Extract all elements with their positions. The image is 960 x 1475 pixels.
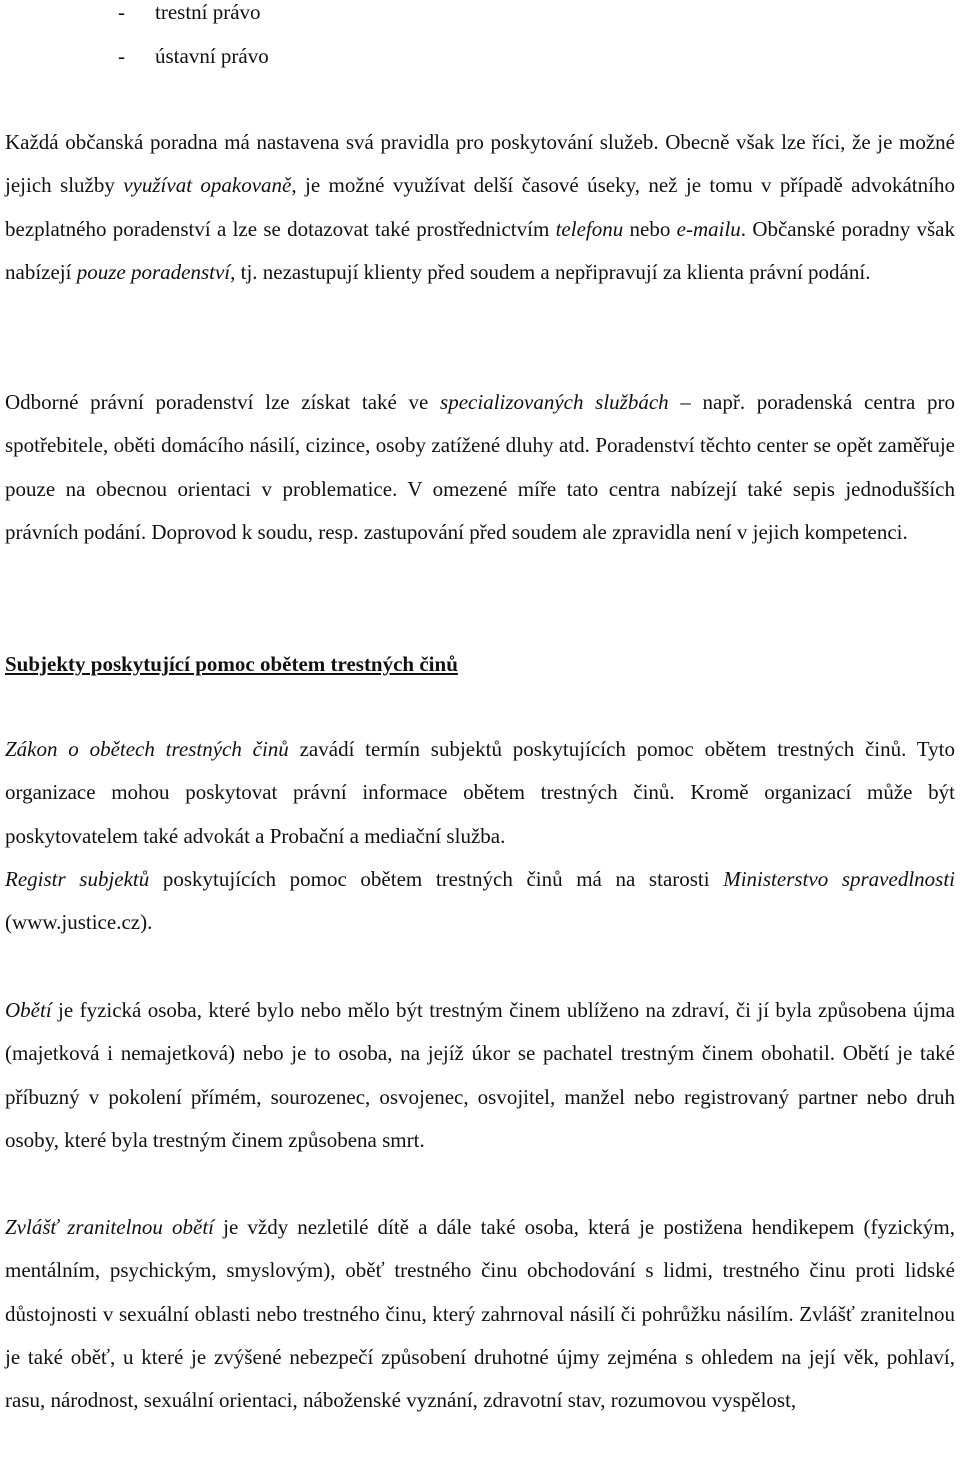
- paragraph-victim-definition: [5, 989, 955, 1162]
- paragraph-victims-act: [5, 728, 955, 858]
- text-run: – např. poradenská centra pro spotřebitele, oběti domácího násilí, cizince, osoby zatížené dluhy atd. Poradenství těchto center se opět zaměřuje pouze na obecnou orientaci v problematice. V omezené míře tato centra nabízejí také sepis jednodušších právních podání. Doprovod k soudu, resp. zastupování před soudem ale zpravidla není v jejich kompetenci.: [5, 390, 955, 544]
- text-run: (www.justice.cz).: [5, 910, 153, 935]
- text-run: , tj. nezastupují klienty před soudem a nepřipravují za klienta právní podání.: [230, 259, 871, 284]
- paragraph-vulnerable-victim: [5, 1206, 955, 1422]
- text-run: zavádí termín subjektů poskytujících pomoc obětem trestných činů. Tyto organizace mohou poskytovat právní informace obětem trestných činů. Kromě organizací může být poskytovatelem také advokát a Probační a mediační služba.: [5, 737, 956, 848]
- list-item-text: trestní právo: [155, 0, 261, 24]
- italic-run: specializovaných službách: [440, 390, 669, 414]
- text-run: , je možné využívat delší časové úseky, než je tomu v případě advokátního bezplatného poradenství a lze se dotazovat také prostřednictvím: [5, 173, 955, 241]
- italic-run: Zákon o obětech trestných činů: [5, 737, 289, 761]
- text-run: . Občanské poradny však nabízejí: [5, 216, 955, 284]
- italic-run: Zvlášť zranitelnou obětí: [5, 1215, 215, 1239]
- text-run: Každá občanská poradna má nastavena svá pravidla pro poskytování služeb. Obecně však lze říci, že je možné jejich služby: [5, 130, 955, 198]
- list-bullet: -: [118, 0, 125, 24]
- text-run: nebo: [623, 216, 677, 241]
- list-bullet: -: [118, 44, 125, 68]
- italic-run: využívat opakovaně: [123, 173, 292, 198]
- list-item: [118, 41, 269, 71]
- paragraph-civic-advice: [5, 121, 955, 294]
- italic-run: Ministerstvo spravedlnosti: [723, 867, 955, 891]
- text-run: poskytujících pomoc obětem trestných činů má na starosti: [149, 867, 724, 891]
- italic-run: telefonu: [555, 216, 624, 241]
- text-run: je vždy nezletilé dítě a dále také osoba, která je postižena hendikepem (fyzickým, mentálním, psychickým, smyslovým), oběť trestného činu obchodování s lidmi, trestného činu proti lidské důstojnosti v sexuální oblasti nebo trestného činu, který zahrnoval násilí či pohrůžku násilím. Zvlášť zranitelnou je také oběť, u které je zvýšené nebezpečí způsobení druhotné újmy zejména s ohledem na její věk, pohlaví, rasu, národnost, sexuální orientaci, náboženské vyznání, zdravotní stav, rozumovou vyspělost,: [5, 1215, 955, 1413]
- section-heading: Subjekty poskytující pomoc obětem trestných činů: [5, 652, 458, 676]
- paragraph-specialized-services: [5, 381, 955, 554]
- italic-run: e-mailu: [676, 216, 741, 241]
- paragraph-registry: [5, 858, 955, 945]
- italic-run: Obětí: [5, 998, 52, 1022]
- list-item: [118, 0, 261, 27]
- list-item-text: ústavní právo: [155, 44, 269, 68]
- text-run: je fyzická osoba, které bylo nebo mělo být trestným činem ublíženo na zdraví, či jí byla způsobena újma (majetková i nemajetková) nebo je to osoba, na jejíž úkor se pachatel trestným činem obohatil. Obětí je také příbuzný v pokolení přímém, sourozenec, osvojenec, osvojitel, manžel nebo registrovaný partner nebo druh osoby, které byla trestným činem způsobena smrt.: [5, 998, 955, 1152]
- italic-run: Registr subjektů: [5, 867, 150, 891]
- italic-run: pouze poradenství: [76, 259, 231, 284]
- text-run: Odborné právní poradenství lze získat také ve: [5, 390, 441, 414]
